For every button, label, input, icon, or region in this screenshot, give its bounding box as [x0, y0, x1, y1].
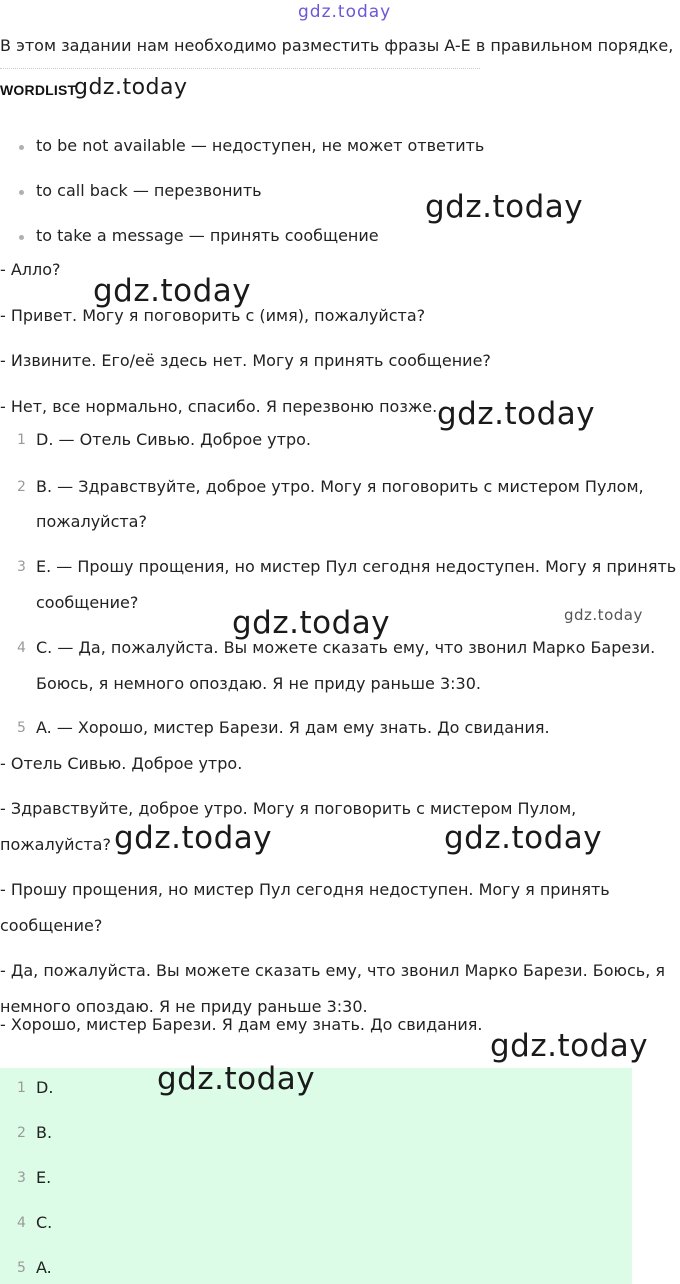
bullet-icon: [19, 145, 24, 150]
list-item: сообщение?: [36, 593, 139, 612]
answer-number: 1: [17, 1080, 26, 1096]
watermark: gdz.today: [93, 273, 252, 309]
wordlist-item: to take a message — принять сообщение: [36, 226, 379, 245]
watermark: gdz.today: [74, 75, 188, 100]
watermark: gdz.today: [232, 605, 391, 641]
list-number: 4: [17, 640, 26, 656]
watermark: gdz.today: [157, 1061, 316, 1097]
bullet-icon: [19, 235, 24, 240]
answer-number: 5: [17, 1260, 26, 1276]
watermark: gdz.today: [564, 606, 643, 624]
answer-number: 2: [17, 1125, 26, 1141]
answer-value: A.: [36, 1258, 52, 1277]
list-item: A. — Хорошо, мистер Барези. Я дам ему знать. До свидания.: [36, 718, 550, 737]
translation-line: - Нет, все нормально, спасибо. Я перезвоню позже.: [0, 397, 438, 416]
list-item: B. — Здравствуйте, доброе утро. Могу я поговорить с мистером Пулом,: [36, 477, 644, 496]
list-item: Боюсь, я немного опоздаю. Я не приду раньше 3:30.: [36, 674, 481, 693]
watermark: gdz.today: [444, 820, 603, 856]
cutoff-line: [0, 68, 480, 72]
list-item: D. — Отель Сивью. Доброе утро.: [36, 430, 311, 449]
wordlist-title: WORDLIST: [0, 82, 77, 98]
translation-line: - Хорошо, мистер Барези. Я дам ему знать. До свидания.: [0, 1015, 483, 1034]
list-number: 1: [17, 432, 26, 448]
answer-number: 4: [17, 1215, 26, 1231]
intro-text: В этом задании нам необходимо разместить фразы A-E в правильном порядке,: [0, 36, 674, 55]
wordlist-item: to call back — перезвонить: [36, 181, 262, 200]
answer-number: 3: [17, 1170, 26, 1186]
translation-line: - Отель Сивью. Доброе утро.: [0, 754, 243, 773]
translation-line: - Алло?: [0, 260, 61, 279]
wordlist-item: to be not available — недоступен, не может ответить: [36, 136, 485, 155]
watermark: gdz.today: [114, 820, 273, 856]
list-item: пожалуйста?: [36, 512, 147, 531]
translation-line: пожалуйста?: [0, 835, 111, 854]
watermark: gdz.today: [490, 1028, 649, 1064]
translation-line: - Извините. Его/её здесь нет. Могу я принять сообщение?: [0, 351, 491, 370]
list-number: 3: [17, 559, 26, 575]
translation-line: - Привет. Могу я поговорить с (имя), пожалуйста?: [0, 306, 426, 325]
watermark-top: gdz.today: [298, 2, 392, 22]
answer-value: B.: [36, 1123, 53, 1142]
translation-line: - Прошу прощения, но мистер Пул сегодня недоступен. Могу я принять: [0, 880, 610, 899]
translation-line: - Здравствуйте, доброе утро. Могу я поговорить с мистером Пулом,: [0, 799, 577, 818]
list-item: C. — Да, пожалуйста. Вы можете сказать ему, что звонил Марко Барези.: [36, 638, 656, 657]
translation-line: немного опоздаю. Я не приду раньше 3:30.: [0, 997, 368, 1016]
answer-value: D.: [36, 1078, 54, 1097]
watermark: gdz.today: [425, 189, 584, 225]
list-number: 5: [17, 720, 26, 736]
answer-value: C.: [36, 1213, 53, 1232]
list-number: 2: [17, 479, 26, 495]
answer-value: E.: [36, 1168, 52, 1187]
answer-box: [0, 1068, 632, 1284]
translation-line: сообщение?: [0, 916, 103, 935]
watermark: gdz.today: [437, 396, 596, 432]
bullet-icon: [19, 190, 24, 195]
translation-line: - Да, пожалуйста. Вы можете сказать ему, что звонил Марко Барези. Боюсь, я: [0, 961, 665, 980]
list-item: E. — Прошу прощения, но мистер Пул сегодня недоступен. Могу я принять: [36, 557, 677, 576]
